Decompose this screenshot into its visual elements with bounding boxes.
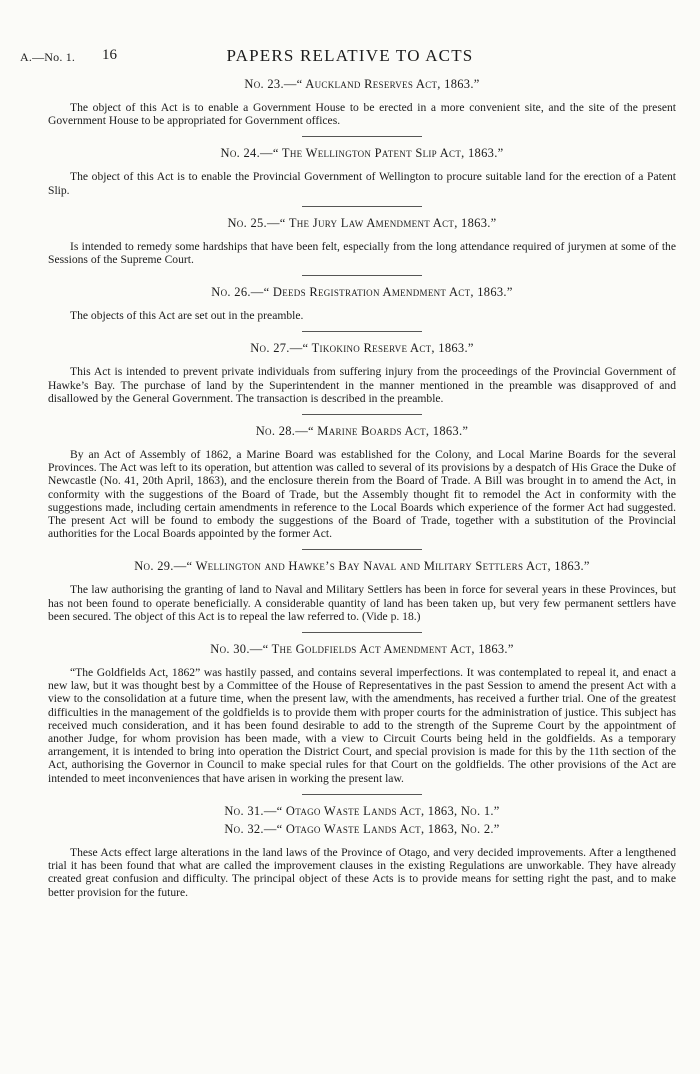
section-heading: No. 26.—“ Deeds Registration Amendment Act, 1863.” [211, 285, 513, 300]
document-body [48, 77, 676, 899]
section-act-30 [48, 642, 676, 785]
section-divider [302, 331, 422, 332]
section-act-27 [48, 341, 676, 405]
section-divider [302, 206, 422, 207]
section-act-23 [48, 77, 676, 127]
page-header [0, 46, 700, 70]
document-reference: A.—No. 1. [20, 50, 76, 64]
section-paragraph: The objects of this Act are set out in the preamble. [70, 309, 304, 323]
section-heading: No. 24.—“ The Wellington Patent Slip Act, 1863.” [220, 146, 504, 161]
section-divider [302, 275, 422, 276]
running-title: PAPERS RELATIVE TO ACTS [226, 46, 474, 65]
section-act-25 [48, 216, 676, 266]
section-heading: No. 27.—“ Tikokino Reserve Act, 1863.” [250, 341, 474, 356]
section-act-28 [48, 424, 676, 540]
section-heading-secondary: No. 32.—“ Otago Waste Lands Act, 1863, No. 2.” [224, 821, 500, 836]
section-paragraph: This Act is intended to prevent private individuals from suffering injury from the proceedings of the Provincial Government of Hawke’s Bay. The purchase of land by the Superintendent in the manner mentioned in the preamble was disapproved of and disallowed by the General Government. The transaction is described in the preamble. [48, 365, 676, 405]
section-heading: No. 29.—“ Wellington and Hawke’s Bay Naval and Military Settlers Act, 1863.” [134, 559, 590, 574]
section-divider [302, 136, 422, 137]
section-paragraph: The law authorising the granting of land to Naval and Military Settlers has been in force for several years in these Provinces, but has not been found to operate beneficially. A considerable quantity of land has been taken up, but very few permanent settlers have been secured. The object of this Act is to repeal the law referred to. (Vide p. 18.) [48, 583, 676, 623]
section-paragraph: The object of this Act is to enable a Government House to be erected in a more convenient site, and the site of the present Government House to be appropriated for Government offices. [48, 101, 676, 128]
page-number: 16 [102, 47, 117, 63]
section-paragraph: Is intended to remedy some hardships that have been felt, especially from the long attendance required of jurymen at some of the Sessions of the Supreme Court. [48, 239, 676, 267]
section-act-26 [48, 285, 676, 322]
section-act-29 [48, 559, 676, 623]
section-acts-31-32 [48, 804, 676, 899]
section-heading: No. 31.—“ Otago Waste Lands Act, 1863, No. 1.” [224, 803, 500, 818]
section-paragraph: The object of this Act is to enable the Provincial Government of Wellington to procure suitable land for the erection of a Patent Slip. [48, 170, 676, 197]
section-paragraph: By an Act of Assembly of 1862, a Marine Board was established for the Colony, and Local Marine Boards for the several Provinces. The Act was left to its operation, but attention was called to several of its provisions by a despatch of His Grace the Duke of Newcastle (No. 41, 20th April, 1863), and the enclosure therein from the Board of Trade. A Bill was brought in to amend the Act, in conformity with the suggestions of the Board of Trade, but the Assembly thought fit to remodel the Act in conformity with the suggestions made, including certain amendments in reference to the Local Boards which experience of the former Act had suggested. The present Act will be found to embody the suggestions of the Board of Trade, together with a substitution of the Provincial authorities for the Local Boards appointed by the former Act. [48, 448, 676, 541]
section-divider [302, 794, 422, 795]
section-heading: No. 25.—“ The Jury Law Amendment Act, 1863.” [227, 215, 497, 230]
section-divider [302, 632, 422, 633]
section-heading: No. 28.—“ Marine Boards Act, 1863.” [255, 424, 469, 439]
section-divider [302, 549, 422, 550]
section-divider [302, 414, 422, 415]
section-paragraph: These Acts effect large alterations in the land laws of the Province of Otago, and very decided improvements. After a lengthened trial it has been found that what are called the improvement clauses in the existing Regulations are unworkable. They have already created great confusion and difficulty. The principal object of these Acts is to provide means for setting right the past, and to make better provision for the future. [48, 845, 676, 899]
section-act-24 [48, 146, 676, 196]
section-heading: No. 30.—“ The Goldfields Act Amendment Act, 1863.” [210, 642, 514, 657]
section-paragraph: “The Goldfields Act, 1862” was hastily passed, and contains several imperfections. It was contemplated to repeal it, and enact a new law, but it was thought best by a Committee of the House of Representatives in the past Session to amend the present Act with a view to the consolidation at a future time, when the present law, with the amendments, has received a further trial. One of the greatest difficulties in the management of the goldfields is to provide them with proper courts for the administration of justice. This subject has received much consideration, and it has been found desirable to add to the strength of the Supreme Court by the appointment of another Judge, for whom provision has been made, with a view to Circuit Courts being held in the goldfields. As a temporary arrangement, it is intended to bring into operation the District Court, and special provision is made for this by the 11th section of the Act, authorising the Governor in Council to make special rules for that Court on the goldfields. The other provisions of the Act are intended to meet inconveniences that have arisen in working the present law. [48, 666, 676, 785]
section-heading: No. 23.—“ Auckland Reserves Act, 1863.” [244, 77, 480, 91]
